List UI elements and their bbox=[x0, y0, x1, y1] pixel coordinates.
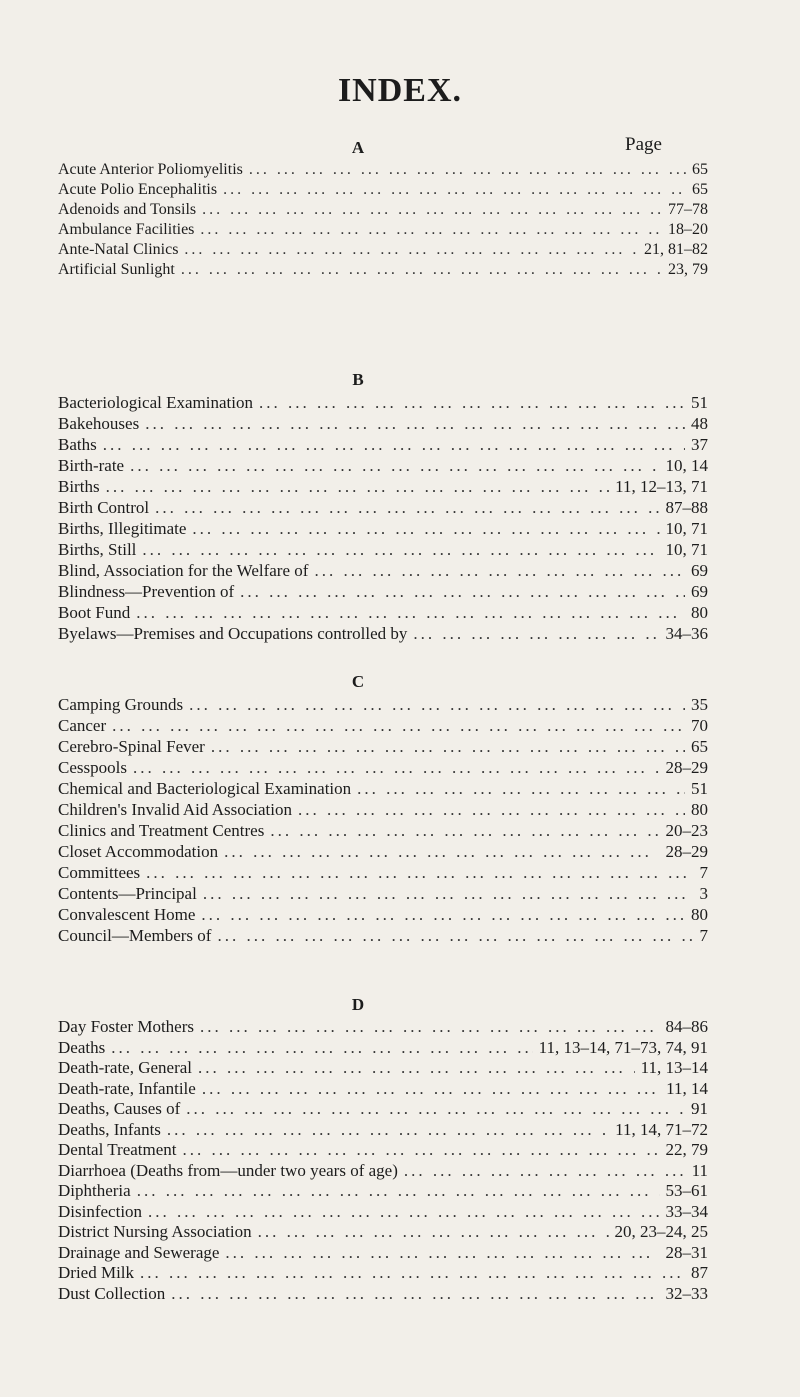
index-entry: Births, Still ... . 10, 71 bbox=[58, 539, 708, 560]
section-b bbox=[58, 370, 708, 644]
index-entry: Ante-Natal Clinics ... . 21, 81–82 bbox=[58, 240, 708, 260]
index-entry: Deaths, Infants ... . 11, 14, 71–72 bbox=[58, 1120, 708, 1141]
index-entry: Disinfection ... . 33–34 bbox=[58, 1202, 708, 1223]
index-entry: Acute Polio Encephalitis ... . 65 bbox=[58, 180, 708, 200]
index-entry: Dental Treatment ... . 22, 79 bbox=[58, 1140, 708, 1161]
index-entry: Contents—Principal ... . 3 bbox=[58, 883, 708, 904]
index-entry: Birth-rate ... . 10, 14 bbox=[58, 455, 708, 476]
index-entry: Clinics and Treatment Centres ... . 20–23 bbox=[58, 820, 708, 841]
section-c bbox=[58, 672, 708, 967]
index-entry: Diphtheria ... . 53–61 bbox=[58, 1181, 708, 1202]
index-entry: Ambulance Facilities ... . 18–20 bbox=[58, 220, 708, 240]
index-entry: Convalescent Home ... . 80 bbox=[58, 904, 708, 925]
section-letter: C bbox=[351, 672, 365, 691]
index-entry: Cancer ... . 70 bbox=[58, 715, 708, 736]
index-entry: Council—Members of ... . 7 bbox=[58, 925, 708, 946]
page-title: INDEX. bbox=[337, 72, 463, 109]
section-entries bbox=[58, 392, 708, 644]
section-entries bbox=[58, 694, 708, 967]
index-entry: Death-rate, General ... . 11, 13–14 bbox=[58, 1058, 708, 1079]
index-entry: Boot Fund ... . 80 bbox=[58, 602, 708, 623]
index-entry: Births, Illegitimate ... . 10, 71 bbox=[58, 518, 708, 539]
index-entry: Bacteriological Examination ... . 51 bbox=[58, 392, 708, 413]
index-entry: Children's Invalid Aid Association ... . 80 bbox=[58, 799, 708, 820]
index-entry: Death-rate, Infantile ... . 11, 14 bbox=[58, 1079, 708, 1100]
section-d bbox=[58, 995, 708, 1345]
index-entry: Committees ... . 7 bbox=[58, 862, 708, 883]
index-entry: Byelaws—Premises and Occupations controlled by ... . 34–36 bbox=[58, 623, 708, 644]
index-entry: Chemical and Bacteriological Examination ... . 51 bbox=[58, 778, 708, 799]
index-entry: Baths ... . 37 bbox=[58, 434, 708, 455]
section-entries bbox=[58, 160, 708, 280]
index-entry: Cerebro-Spinal Fever ... . 65 bbox=[58, 736, 708, 757]
index-entry: Adenoids and Tonsils ... . 77–78 bbox=[58, 200, 708, 220]
index-entry: Birth Control ... . 87–88 bbox=[58, 497, 708, 518]
section-entries bbox=[58, 1017, 708, 1345]
index-entry: Artificial Sunlight ... . 23, 79 bbox=[58, 260, 708, 280]
index-entry: Diarrhoea (Deaths from—under two years of age) ... . 11 bbox=[58, 1161, 708, 1182]
index-entry: Dried Milk ... . 87 bbox=[58, 1263, 708, 1284]
index-entry: Day Foster Mothers ... . 84–86 bbox=[58, 1017, 708, 1038]
index-entry: Deaths ... . 11, 13–14, 71–73, 74, 91 bbox=[58, 1038, 708, 1059]
index-entry: Cesspools ... . 28–29 bbox=[58, 757, 708, 778]
index-entry: Blind, Association for the Welfare of ... . 69 bbox=[58, 560, 708, 581]
section-letter: D bbox=[351, 995, 365, 1014]
index-entry: Bakehouses ... . 48 bbox=[58, 413, 708, 434]
section-letter: A bbox=[351, 138, 365, 157]
index-entry: District Nursing Association ... . 20, 23–24, 25 bbox=[58, 1222, 708, 1243]
page-column-header: Page bbox=[625, 134, 662, 155]
section-a bbox=[58, 138, 708, 280]
index-entry: Deaths, Causes of ... . 91 bbox=[58, 1099, 708, 1120]
index-entry: Camping Grounds ... . 35 bbox=[58, 694, 708, 715]
index-entry: Dust Collection ... . 32–33 bbox=[58, 1284, 708, 1305]
section-letter: B bbox=[352, 370, 364, 389]
index-entry: Drainage and Sewerage ... . 28–31 bbox=[58, 1243, 708, 1264]
index-entry: Acute Anterior Poliomyelitis ... . 65 bbox=[58, 160, 708, 180]
index-entry: Births ... . 11, 12–13, 71 bbox=[58, 476, 708, 497]
index-entry: Blindness—Prevention of ... . 69 bbox=[58, 581, 708, 602]
index-entry: Closet Accommodation ... . 28–29 bbox=[58, 841, 708, 862]
